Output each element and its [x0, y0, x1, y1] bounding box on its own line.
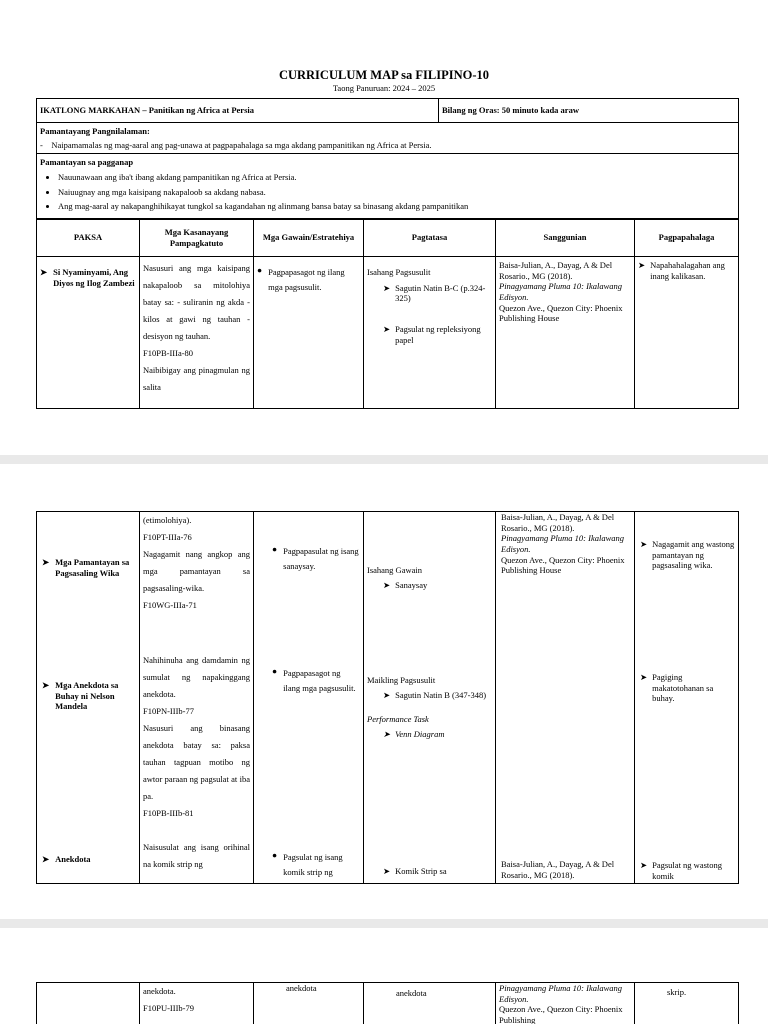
- arrow-bullet-icon: ➤: [383, 728, 391, 739]
- assessment-item: Sagutin Natin B (347-348): [395, 689, 487, 700]
- activity-text: anekdota: [286, 983, 317, 993]
- skill-code: F10WG-IIIa-71: [143, 600, 197, 610]
- activity-text: Pagpapasagot ng ilang mga pagsusulit.: [283, 668, 356, 693]
- hours-label: Bilang ng Oras:: [442, 105, 500, 116]
- bullet-icon: ●: [272, 544, 278, 554]
- assessment-item: Komik Strip sa: [395, 866, 447, 876]
- table-row: [37, 512, 739, 884]
- column-header-paksa: PAKSA: [37, 219, 140, 257]
- column-header-pagpapahalaga: Pagpapahalaga: [635, 219, 739, 257]
- skill-code: F10PU-IIIb-79: [143, 1003, 194, 1013]
- arrow-bullet-icon: ➤: [383, 866, 391, 876]
- hours-value: 50 minuto kada araw: [501, 105, 579, 116]
- skill-text: Naisusulat ang isang orihinal na komik strip ng: [143, 842, 250, 869]
- value-cell: [635, 983, 739, 1024]
- performance-standard-item: • Naiuugnay ang mga kaisipang nakapaloob sa akdang nabasa.: [58, 187, 735, 198]
- reference-book: Pinagyamang Pluma 10: Ikalawang Edisyon.: [499, 983, 622, 1004]
- performance-task-item: Venn Diagram: [395, 728, 445, 739]
- performance-standard-label: Pamantayan sa pagganap: [40, 157, 134, 168]
- assessment-cell: [364, 983, 496, 1024]
- content-standard-label: Pamantayang Pangnilalaman:: [40, 126, 150, 136]
- value-text: Pagiging makatotohanan sa buhay.: [652, 672, 714, 704]
- topic-text: Anekdota: [55, 854, 91, 864]
- skill-text: Nasusuri ang mga kaisipang nakapaloob sa mitolohiya batay sa: - suliranin ng akda - kilos at gawi ng tauhan - desisyon ng tauhan.: [143, 263, 250, 341]
- document-page-1: [0, 0, 768, 455]
- content-standard-cell: Pamantayang Pangnilalaman: - Naipamamalas ng mag-aaral ang pag-unawa at pagpapahalaga sa mga akdang pampanitikan ng Africa at Persia.: [37, 123, 739, 154]
- reference-cell: [496, 257, 635, 409]
- value-text: skrip.: [667, 987, 687, 997]
- arrow-bullet-icon: ➤: [42, 854, 50, 864]
- skill-code: F10PB-IIIb-81: [143, 808, 194, 818]
- assessment-item: anekdota: [396, 988, 427, 998]
- arrow-bullet-icon: ➤: [383, 282, 391, 293]
- arrow-bullet-icon: ➤: [42, 680, 50, 690]
- value-cell: [635, 257, 739, 409]
- skills-cell: [140, 257, 254, 409]
- arrow-bullet-icon: ➤: [640, 539, 648, 549]
- reference-authors: Baisa-Julian, A., Dayag, A & Del Rosario., MG (2018).: [499, 260, 613, 281]
- table-row: [37, 257, 739, 409]
- skill-code: F10PT-IIIa-76: [143, 532, 192, 542]
- value-text: Napahahalagahan ang inang kalikasan.: [650, 260, 725, 281]
- column-header-row: [37, 219, 739, 257]
- skill-code: F10PN-IIIb-77: [143, 706, 194, 716]
- activity-text: Pagpapasagot ng ilang mga pagsusulit.: [268, 267, 345, 292]
- reference-book: Pinagyamang Pluma 10: Ikalawang Edisyon.: [499, 281, 622, 302]
- topic-text: Mga Anekdota sa Buhay ni Nelson Mandela: [55, 680, 119, 712]
- topic-cell: [37, 983, 140, 1024]
- column-header-sanggunian: Sanggunian: [496, 219, 635, 257]
- assessment-item: Pagsulat ng repleksiyong papel: [395, 323, 481, 345]
- value-cell: [635, 512, 739, 884]
- column-header-kasanayan: Mga Kasanayang Pampagkatuto: [140, 219, 254, 257]
- arrow-bullet-icon: ➤: [640, 860, 648, 870]
- curriculum-table-page-2: [36, 511, 739, 884]
- topic-cell: [37, 512, 140, 884]
- activity-cell: [254, 983, 364, 1024]
- document-page-3: [0, 928, 768, 1024]
- skill-text: Nasusuri ang binasang anekdota batay sa: paksa tauhan tagpuan motibo ng awtor paraan ng pagsulat at iba pa.: [143, 723, 250, 801]
- performance-standard-item: • Ang mag-aaral ay nakapanghihikayat tungkol sa kagandahan ng alinmang bansa batay sa binasang akdang pampanitikan: [58, 201, 735, 212]
- skill-text: Nahihinuha ang damdamin ng sumulat ng napakinggang anekdota.: [143, 655, 250, 699]
- reference-publisher: Quezon Ave., Quezon City: Phoenix Publishing House: [499, 302, 623, 324]
- hours-cell: [439, 99, 739, 123]
- content-standard-text: Naipamamalas ng mag-aaral ang pag-unawa at pagpapahalaga sa mga akdang pampanitikan ng Africa at Persia.: [51, 139, 432, 150]
- quarter-cell: IKATLONG MARKAHAN – Panitikan ng Africa at Persia: [37, 99, 439, 123]
- bullet-icon: ●: [272, 666, 278, 676]
- reference-cell: [496, 512, 635, 884]
- reference-authors: Baisa-Julian, A., Dayag, A & Del Rosario., MG (2018).: [501, 859, 615, 880]
- reference-cell: [496, 983, 635, 1024]
- activity-text: Pagpapasulat ng isang sanaysay.: [283, 546, 359, 571]
- activity-cell: [254, 512, 364, 884]
- arrow-bullet-icon: ➤: [638, 260, 646, 270]
- value-text: Pagsulat ng wastong komik: [652, 860, 723, 881]
- skill-text: Nagagamit nang angkop ang mga pamantayan sa pagsasaling-wika.: [143, 549, 250, 593]
- skill-text: (etimolohiya).: [143, 515, 192, 525]
- bullet-icon: ●: [272, 850, 278, 860]
- assessment-cell: [364, 512, 496, 884]
- assessment-item: Sagutin Natin B-C (p.324-325): [395, 282, 486, 304]
- performance-task-heading: Performance Task: [367, 714, 429, 725]
- topic-text: Mga Pamantayan sa Pagsasaling Wika: [55, 557, 130, 578]
- performance-standard-item: • Nauunawaan ang iba't ibang akdang pampanitikan ng Africa at Persia.: [58, 172, 735, 183]
- assessment-heading: Maikling Pagsusulit: [367, 675, 436, 685]
- activity-cell: [254, 257, 364, 409]
- table-row: [37, 983, 739, 1024]
- arrow-bullet-icon: ➤: [640, 672, 648, 682]
- column-header-gawain: Mga Gawain/Estratehiya: [254, 219, 364, 257]
- curriculum-table-page-3: [36, 982, 739, 1024]
- assessment-heading: Isahang Pagsusulit: [367, 267, 431, 277]
- reference-publisher: Quezon Ave., Quezon City: Phoenix Publishing: [499, 1004, 623, 1024]
- topic-text: Si Nyaminyami, Ang Diyos ng Ilog Zambezi: [53, 267, 135, 288]
- topic-cell: [37, 257, 140, 409]
- reference-publisher: Quezon Ave., Quezon City: Phoenix Publishing House: [501, 554, 625, 576]
- skill-text: Naibibigay ang pinagmulan ng salita: [143, 365, 250, 392]
- arrow-bullet-icon: ➤: [383, 689, 391, 700]
- value-text: Nagagamit ang wastong pamantayan ng pagsasaling wika.: [652, 539, 735, 571]
- activity-text: Pagsulat ng isang komik strip ng: [283, 852, 343, 877]
- document-page-2: [0, 464, 768, 919]
- arrow-bullet-icon: ➤: [40, 267, 48, 277]
- assessment-item: Sanaysay: [395, 579, 428, 590]
- skill-text: anekdota.: [143, 986, 176, 996]
- skills-cell: [140, 983, 254, 1024]
- assessment-cell: [364, 257, 496, 409]
- school-year: Taong Panuruan: 2024 – 2025: [332, 83, 436, 93]
- performance-standard-list: [40, 172, 735, 212]
- bullet-icon: ●: [257, 265, 263, 275]
- arrow-bullet-icon: ➤: [383, 579, 391, 590]
- curriculum-table-page-1: [36, 218, 739, 409]
- skills-cell: [140, 512, 254, 884]
- column-header-pagtatasa: Pagtatasa: [364, 219, 496, 257]
- curriculum-info-table: [36, 98, 739, 220]
- reference-authors: Baisa-Julian, A., Dayag, A & Del Rosario., MG (2018).: [501, 512, 615, 533]
- arrow-bullet-icon: ➤: [383, 323, 391, 334]
- assessment-heading: Isahang Gawain: [367, 565, 422, 575]
- reference-book: Pinagyamang Pluma 10: Ikalawang Edisyon.: [501, 533, 624, 554]
- skill-code: F10PB-IIIa-80: [143, 348, 194, 358]
- performance-standard-cell: [37, 154, 739, 220]
- document-title: CURRICULUM MAP sa FILIPINO-10: [278, 68, 490, 82]
- arrow-bullet-icon: ➤: [42, 557, 50, 567]
